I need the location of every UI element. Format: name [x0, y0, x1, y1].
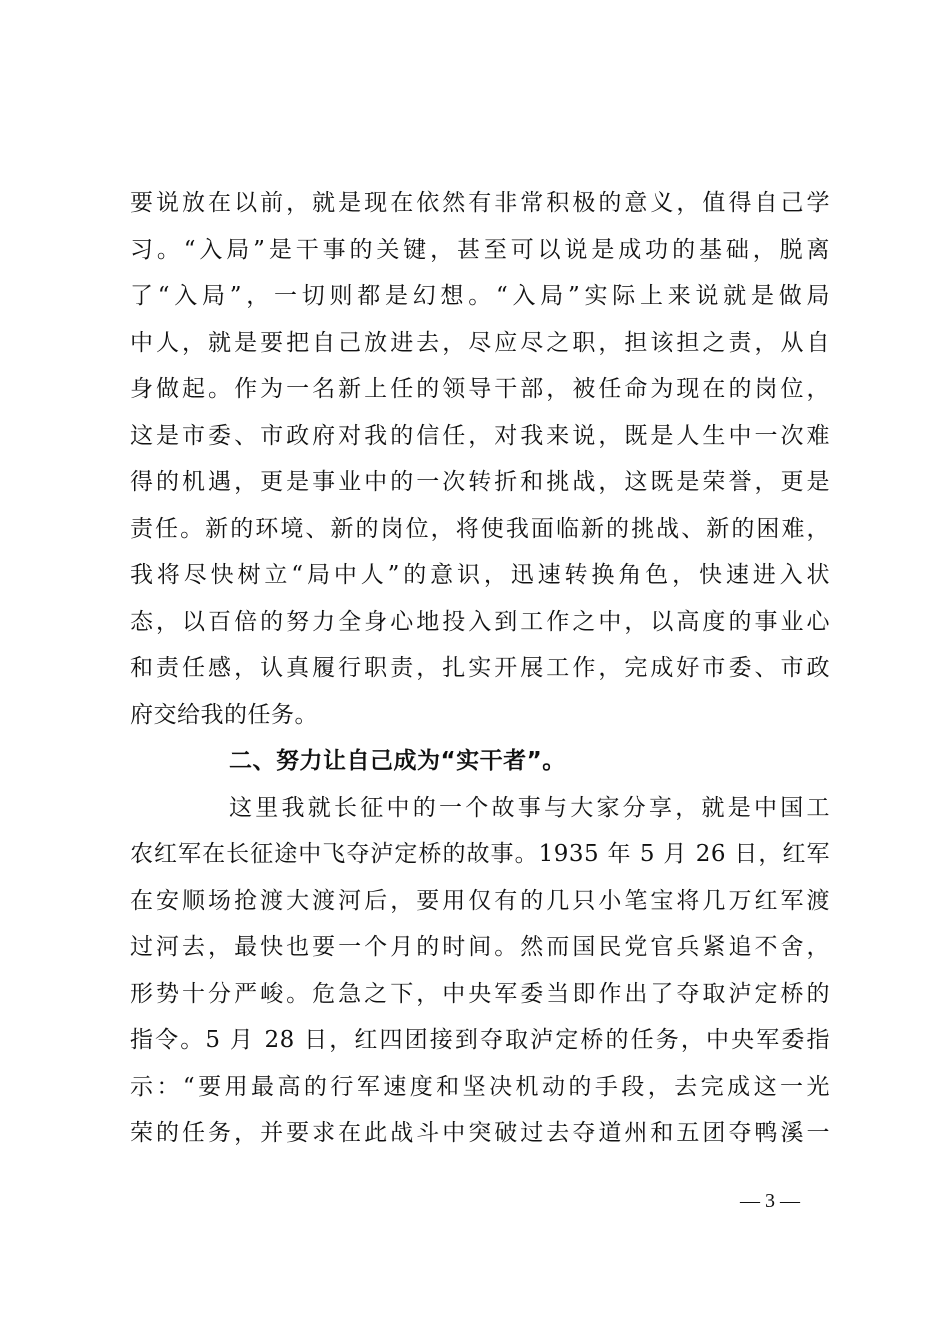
text-line: 过河去，最快也要一个月的时间。然而国民党官兵紧追不舍， [130, 934, 830, 960]
text-line: 态，以百倍的努力全身心地投入到工作之中，以高度的事业心 [130, 608, 830, 635]
document-body [130, 180, 830, 1157]
text-line: 得的机遇，更是事业中的一次转折和挑战，这既是荣誉，更是 [130, 469, 830, 495]
text-line: 和责任感，认真履行职责，扎实开展工作，完成好市委、市政 [130, 655, 830, 681]
text-line: 府交给我的任务。 [130, 701, 318, 728]
text-line: 在安顺场抢渡大渡河后，要用仅有的几只小笔宝将几万红军渡 [130, 887, 830, 914]
page-number: — 3 — [740, 1190, 800, 1212]
text-line: 荣的任务，并要求在此战斗中突破过去夺道州和五团夺鸭溪一 [130, 1120, 830, 1146]
text-line: 这里我就长征中的一个故事与大家分享，就是中国工 [229, 794, 830, 821]
text-line: 形势十分严峻。危急之下，中央军委当即作出了夺取泸定桥的 [130, 980, 830, 1007]
text-line: 我将尽快树立“局中人”的意识，迅速转换角色，快速进入状 [130, 562, 830, 588]
section-heading: 二、努力让自己成为“实干者”。 [229, 748, 566, 774]
text-line: 身做起。作为一名新上任的领导干部，被任命为现在的岗位， [130, 376, 830, 402]
text-line: 习。“入局”是干事的关键，甚至可以说是成功的基础，脱离 [130, 236, 830, 263]
text-line: 农红军在长征途中飞夺泸定桥的故事。1935 年 5 月 26 日，红军 [130, 841, 830, 867]
text-line: 中人，就是要把自己放进去，尽应尽之职，担该担之责，从自 [130, 329, 830, 356]
text-line: 示：“要用最高的行军速度和坚决机动的手段，去完成这一光 [130, 1073, 830, 1100]
text-line: 责任。新的环境、新的岗位，将使我面临新的挑战、新的困难， [130, 515, 830, 542]
text-line: 了“入局”，一切则都是幻想。“入局”实际上来说就是做局 [130, 283, 830, 309]
paragraph-continued [130, 180, 830, 738]
text-line: 指令。5 月 28 日，红四团接到夺取泸定桥的任务，中央军委指 [130, 1027, 830, 1053]
text-line: 要说放在以前，就是现在依然有非常积极的意义，值得自己学 [130, 190, 830, 216]
text-line: 这是市委、市政府对我的信任，对我来说，既是人生中一次难 [130, 422, 830, 449]
paragraph-story [130, 785, 830, 1157]
